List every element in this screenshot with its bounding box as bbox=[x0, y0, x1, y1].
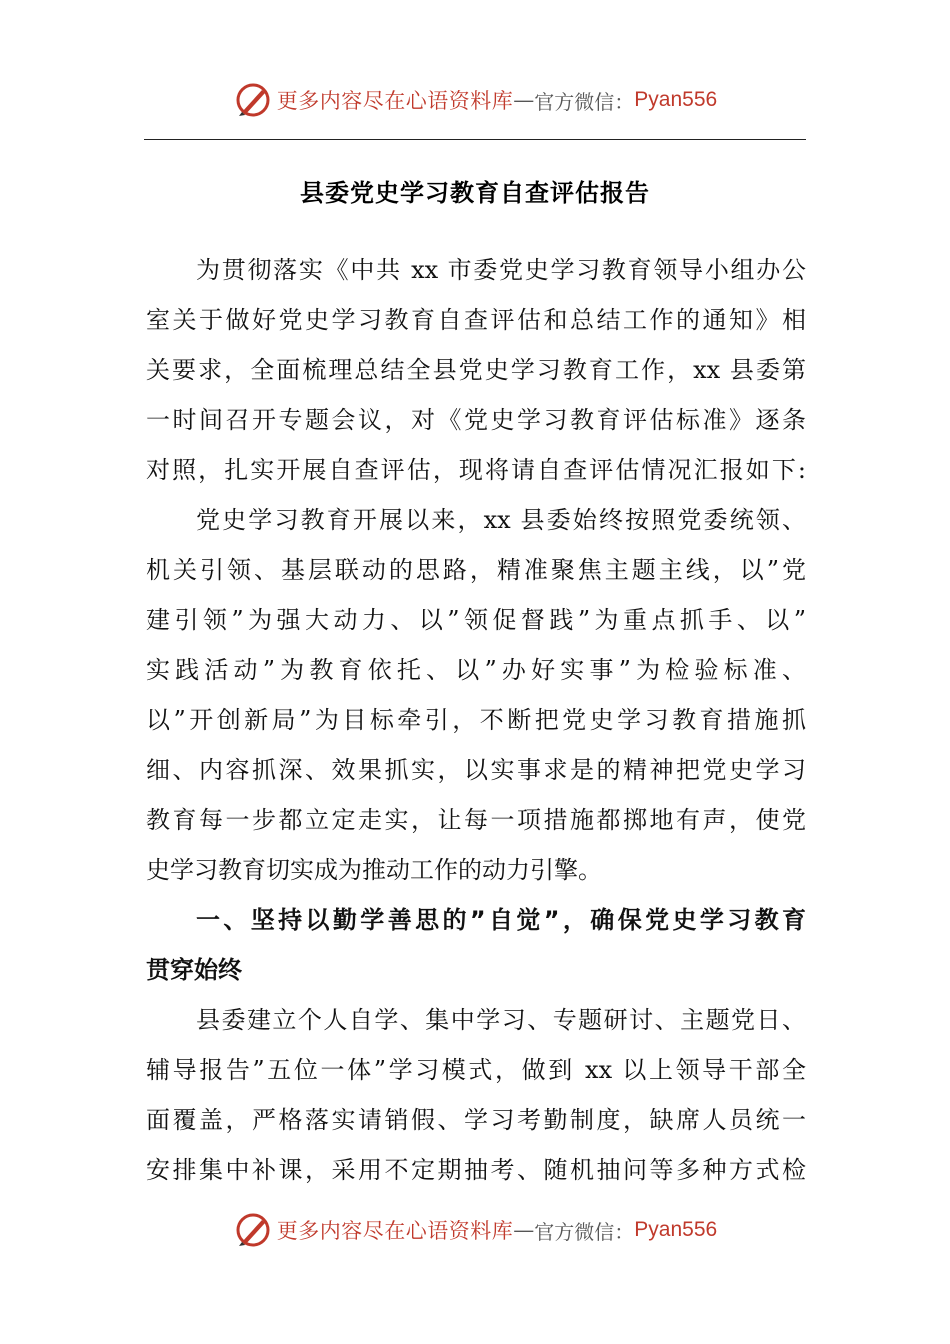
watermark-banner-top bbox=[0, 78, 950, 122]
watermark-label: 官方微信： bbox=[534, 89, 635, 114]
paragraph-line: 辅导报告”五位一体”学习模式，做到 xx 以上领导干部全 bbox=[146, 1056, 806, 1084]
paragraph-line: 细、内容抓深、效果抓实，以实事求是的精神把党史学习 bbox=[146, 756, 806, 784]
section-heading: 贯穿始终 bbox=[146, 956, 242, 984]
watermark-banner-bottom bbox=[0, 1208, 950, 1252]
watermark-wechat-id: Pyan556 bbox=[634, 1218, 718, 1241]
paragraph-line: 史学习教育切实成为推动工作的动力引擎。 bbox=[146, 856, 602, 884]
watermark-text: 更多内容尽在心语资料库 bbox=[276, 1219, 514, 1243]
watermark-text: 更多内容尽在心语资料库 bbox=[276, 89, 514, 113]
watermark-label: 官方微信： bbox=[534, 1219, 635, 1244]
paragraph-line: 机关引领、基层联动的思路，精准聚焦主题主线，以”党 bbox=[146, 556, 806, 584]
paragraph-line: 对照，扎实开展自查评估，现将请自查评估情况汇报如下: bbox=[146, 456, 806, 484]
paragraph-line: 县委建立个人自学、集中学习、专题研讨、主题党日、 bbox=[196, 1006, 806, 1034]
paragraph-line: 以”开创新局”为目标牵引，不断把党史学习教育措施抓 bbox=[146, 706, 806, 734]
paragraph-line: 一时间召开专题会议，对《党史学习教育评估标准》逐条 bbox=[146, 406, 806, 434]
watermark-wechat-id: Pyan556 bbox=[634, 88, 718, 111]
paragraph-line: 室关于做好党史学习教育自查评估和总结工作的通知》相 bbox=[146, 306, 806, 334]
paragraph-line: 建引领”为强大动力、以”领促督践”为重点抓手、以” bbox=[146, 606, 806, 634]
paragraph-line: 党史学习教育开展以来，xx 县委始终按照党委统领、 bbox=[196, 506, 806, 534]
paragraph-line: 安排集中补课，采用不定期抽考、随机抽问等多种方式检 bbox=[146, 1156, 806, 1184]
paragraph-line: 关要求，全面梳理总结全县党史学习教育工作，xx 县委第 bbox=[146, 356, 806, 384]
paragraph-line: 面覆盖，严格落实请销假、学习考勤制度，缺席人员统一 bbox=[146, 1106, 806, 1134]
document-title: 县委党史学习教育自查评估报告 bbox=[300, 179, 650, 207]
paragraph-line: 实践活动”为教育依托、以”办好实事”为检验标准、 bbox=[146, 656, 806, 684]
watermark-separator: — bbox=[513, 88, 535, 112]
paragraph-line: 教育每一步都立定走实，让每一项措施都掷地有声，使党 bbox=[146, 806, 806, 834]
section-heading: 一、坚持以勤学善思的”自觉”，确保党史学习教育 bbox=[196, 906, 806, 934]
pen-circle-logo-icon bbox=[233, 1210, 273, 1250]
pen-circle-logo-icon bbox=[233, 80, 273, 120]
document-body bbox=[146, 245, 806, 1195]
watermark-separator: — bbox=[513, 1218, 535, 1242]
header-divider bbox=[144, 139, 806, 140]
paragraph-line: 为贯彻落实《中共 xx 市委党史学习教育领导小组办公 bbox=[196, 256, 806, 284]
